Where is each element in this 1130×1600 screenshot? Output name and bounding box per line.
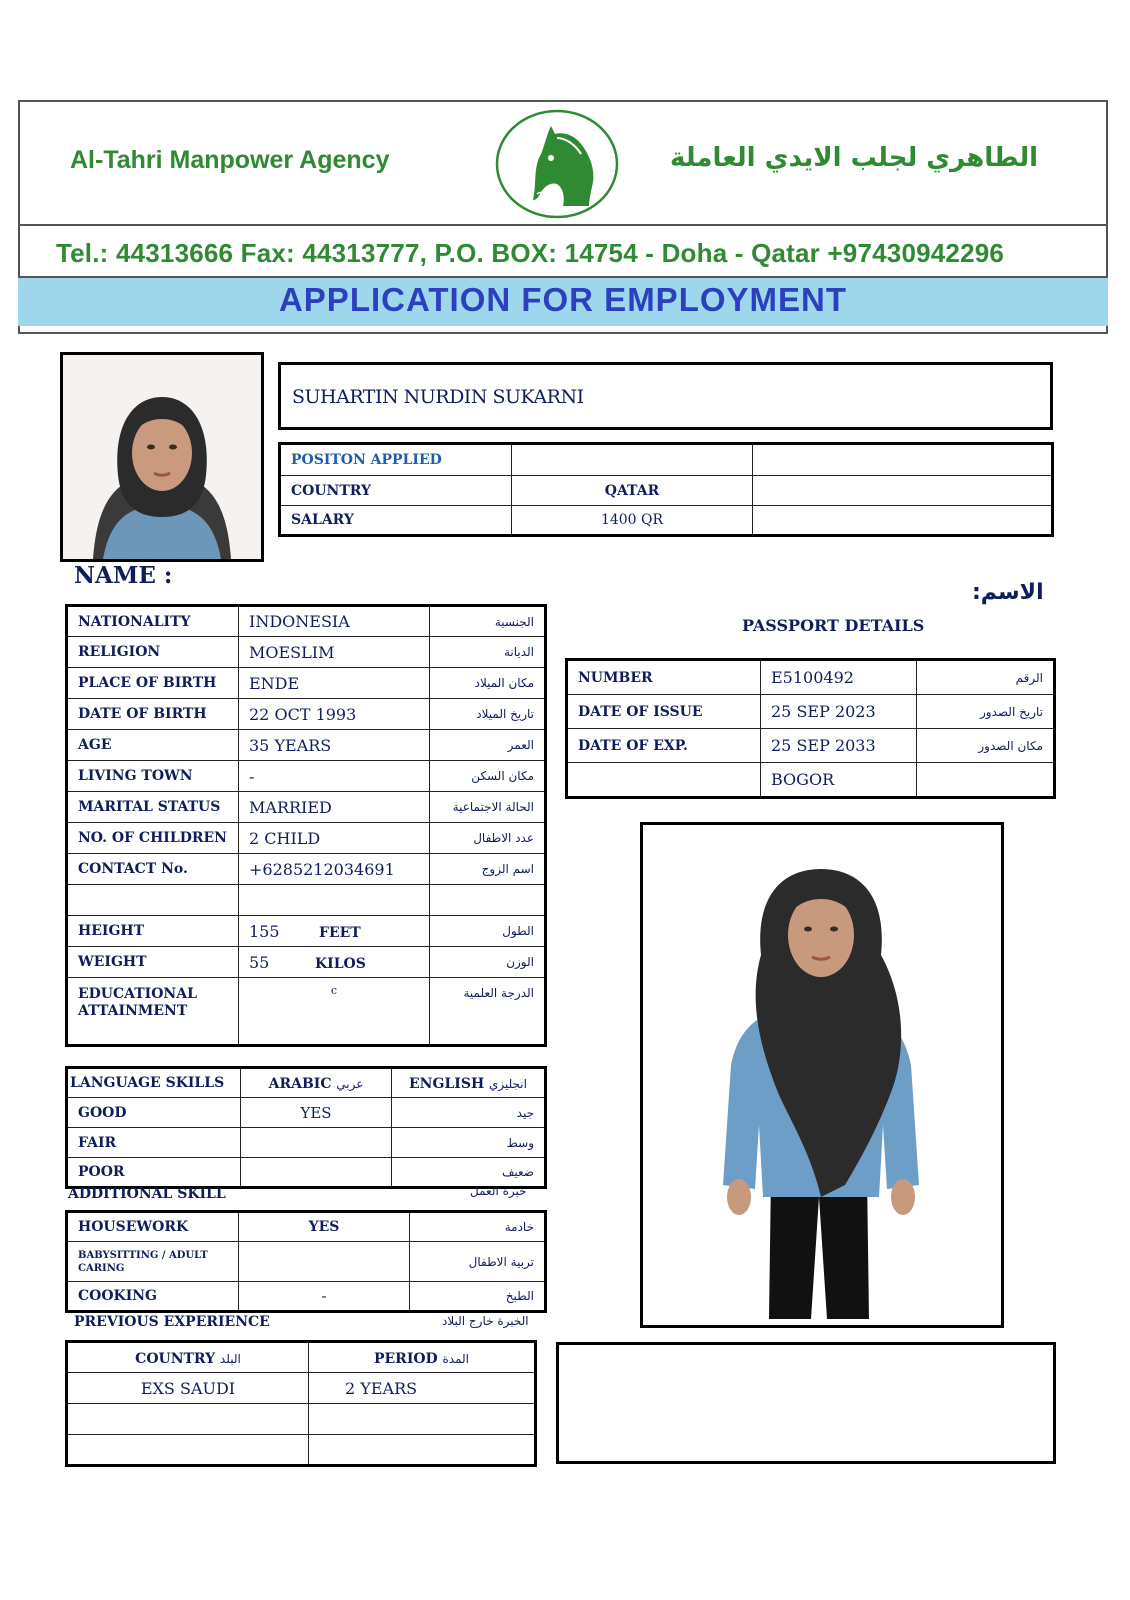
passport-details-title: PASSPORT DETAILS [742,616,925,635]
nationality-label: NATIONALITY [67,606,239,637]
salary-label: SALARY [280,506,512,536]
experience-period-arabic: المدة [442,1351,469,1366]
position-applied-value [512,444,753,476]
place-of-birth-value: ENDE [239,668,430,699]
previous-experience-title-arabic: الخبرة خارج البلاد [442,1314,529,1328]
agency-contact-line: Tel.: 44313666 Fax: 44313777, P.O. BOX: 14754 - Doha - Qatar +97430942296 [56,238,1005,268]
date-of-issue-label: DATE OF ISSUE [567,695,761,729]
cooking-value: - [239,1282,410,1312]
date-of-birth-value: 22 OCT 1993 [239,699,430,730]
height-value: 155 [249,921,280,941]
weight-value: 55 [249,952,270,972]
name-label: NAME : [74,562,173,589]
experience-period-label: PERIOD [373,1350,438,1367]
place-of-issue-label [567,763,761,798]
additional-skill-title-arabic: خبرة العمل [470,1184,527,1198]
babysitting-label: BABYSITTING / ADULT CARING [67,1242,239,1282]
place-of-issue-arabic [917,763,1055,798]
blank-remarks-box [556,1342,1056,1464]
experience-country-header [67,1342,309,1373]
arabic-header-arabic: عربي [336,1077,364,1091]
agency-name-english: Al-Tahri Manpower Agency [70,146,390,174]
contact-value: +6285212034691 [239,854,430,885]
education-value: c [239,978,430,1046]
weight-unit: KILOS [315,955,366,972]
arabic-column-header [241,1068,392,1098]
housework-value: YES [239,1212,410,1242]
age-arabic: العمر [430,730,546,761]
place-of-birth-arabic: مكان الميلاد [430,668,546,699]
additional-skill-title: ADDITIONAL SKILL [68,1186,226,1202]
passport-number-label: NUMBER [567,660,761,695]
experience-country-value [67,1404,309,1435]
salary-value: 1400 QR [512,506,753,536]
salary-extra [753,506,1053,536]
agency-name-arabic: الطاهري لجلب الايدي العاملة [670,143,1039,173]
headshot-photo [63,355,261,559]
education-label: EDUCATIONAL ATTAINMENT [67,978,239,1046]
country-extra [753,476,1053,506]
language-skills-table [65,1066,547,1189]
children-arabic: عدد الاطفال [430,823,546,854]
english-column-header [392,1068,546,1098]
applicant-full-name: SUHARTIN NURDIN SUKARNI [292,386,584,408]
experience-country-value: EXS SAUDI [67,1373,309,1404]
good-arabic-value: YES [241,1098,392,1128]
good-label: GOOD [67,1098,241,1128]
language-skills-label: LANGUAGE SKILLS [67,1068,241,1098]
personal-details-table [65,604,547,1047]
poor-label: POOR [67,1158,241,1188]
good-arabic-text: جيد [392,1098,546,1128]
place-of-birth-label: PLACE OF BIRTH [67,668,239,699]
contact-label: CONTACT No. [67,854,239,885]
marital-status-arabic: الحالة الاجتماعية [430,792,546,823]
arabic-header-label: ARABIC [268,1076,332,1092]
housework-label: HOUSEWORK [67,1212,239,1242]
passport-table [565,658,1056,799]
english-header-label: ENGLISH [409,1076,485,1092]
date-of-birth-label: DATE OF BIRTH [67,699,239,730]
date-of-issue-value: 25 SEP 2023 [761,695,917,729]
contact-arabic: اسم الزوج [430,854,546,885]
cooking-label: COOKING [67,1282,239,1312]
letterhead-divider [18,224,1108,226]
education-arabic: الدرجة العلمية [430,978,546,1046]
name-label-arabic: الاسم: [972,580,1044,605]
religion-value: MOESLIM [239,637,430,668]
housework-arabic: خادمة [410,1212,546,1242]
country-label: COUNTRY [280,476,512,506]
experience-country-value [67,1435,309,1466]
passport-number-value: E5100492 [761,660,917,695]
previous-experience-title: PREVIOUS EXPERIENCE [74,1314,270,1330]
full-body-photo-frame [640,822,1004,1328]
blank-row-value [239,885,430,916]
poor-arabic-value [241,1158,392,1188]
fair-arabic-value [241,1128,392,1158]
blank-row-arabic [430,885,546,916]
experience-country-arabic: البلد [219,1351,241,1366]
religion-label: RELIGION [67,637,239,668]
age-value: 35 YEARS [239,730,430,761]
form-title: APPLICATION FOR EMPLOYMENT [278,281,848,318]
date-of-birth-arabic: تاريخ الميلاد [430,699,546,730]
headshot-photo-frame [60,352,264,562]
experience-period-header [309,1342,536,1373]
religion-arabic: الديانة [430,637,546,668]
position-applied-extra [753,444,1053,476]
height-cell [239,916,430,947]
cooking-arabic: الطبخ [410,1282,546,1312]
full-body-photo [643,825,1001,1325]
age-label: AGE [67,730,239,761]
english-header-arabic: انجليزي [488,1077,527,1091]
weight-arabic: الوزن [430,947,546,978]
experience-period-value [309,1404,536,1435]
previous-experience-table [65,1340,537,1467]
marital-status-value: MARRIED [239,792,430,823]
babysitting-value [239,1242,410,1282]
weight-label: WEIGHT [67,947,239,978]
blank-row-label [67,885,239,916]
children-label: NO. OF CHILDREN [67,823,239,854]
fair-arabic-text: وسط [392,1128,546,1158]
additional-skill-table [65,1210,547,1313]
experience-period-value: 2 YEARS [309,1373,536,1404]
height-unit: FEET [319,924,361,941]
living-town-arabic: مكان السكن [430,761,546,792]
height-label: HEIGHT [67,916,239,947]
date-of-expiry-value: 25 SEP 2033 [761,729,917,763]
country-value: QATAR [512,476,753,506]
passport-number-arabic: الرقم [917,660,1055,695]
height-arabic: الطول [430,916,546,947]
living-town-value: - [239,761,430,792]
nationality-value: INDONESIA [239,606,430,637]
place-of-issue-value: BOGOR [761,763,917,798]
nationality-arabic: الجنسية [430,606,546,637]
position-applied-label: POSITON APPLIED [280,444,512,476]
weight-cell [239,947,430,978]
poor-arabic-text: ضعيف [392,1158,546,1188]
fair-label: FAIR [67,1128,241,1158]
experience-period-value [309,1435,536,1466]
living-town-label: LIVING TOWN [67,761,239,792]
horse-head-icon [493,108,621,220]
experience-country-label: COUNTRY [135,1350,216,1367]
position-table [278,442,1054,537]
marital-status-label: MARITAL STATUS [67,792,239,823]
date-of-expiry-label: DATE OF EXP. [567,729,761,763]
children-value: 2 CHILD [239,823,430,854]
date-of-issue-arabic: تاريخ الصدور [917,695,1055,729]
date-of-expiry-arabic: مكان الصدور [917,729,1055,763]
babysitting-arabic: تربية الاطفال [410,1242,546,1282]
